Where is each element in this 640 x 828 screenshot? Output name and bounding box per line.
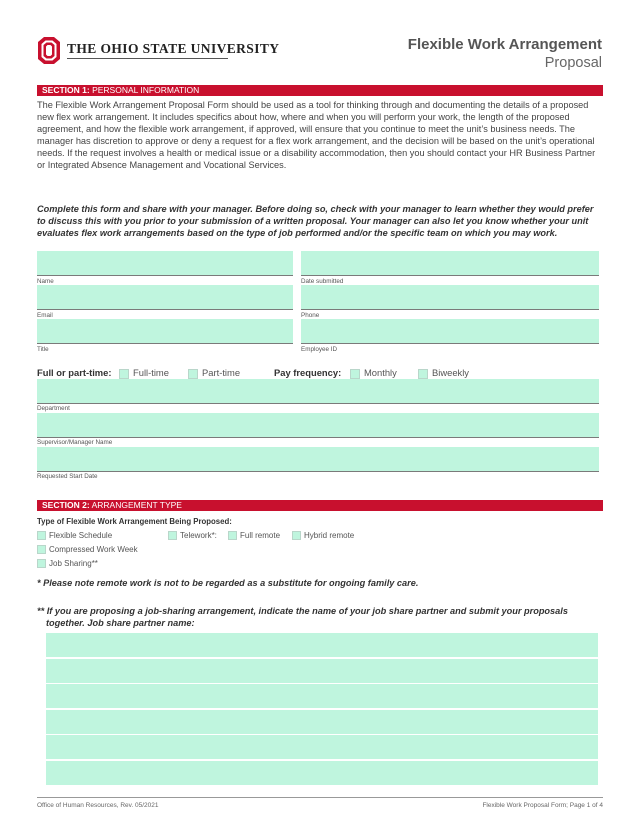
name-underline — [37, 275, 293, 276]
compressed-week-label: Compressed Work Week — [49, 545, 138, 554]
job-share-partner-input[interactable] — [46, 684, 598, 708]
supervisor-label: Supervisor/Manager Name — [37, 439, 113, 446]
date-submitted-label: Date submitted — [301, 278, 344, 285]
footer-page-number: Flexible Work Proposal Form; Page 1 of 4 — [482, 802, 603, 809]
biweekly-checkbox[interactable] — [418, 369, 428, 379]
start-date-label: Requested Start Date — [37, 473, 98, 480]
title-input[interactable] — [37, 319, 293, 343]
full-remote-label: Full remote — [240, 531, 281, 540]
title-underline — [37, 343, 293, 344]
name-label: Name — [37, 278, 54, 285]
part-time-checkbox[interactable] — [188, 369, 198, 379]
flexible-schedule-label: Flexible Schedule — [49, 531, 113, 540]
intro-paragraph: The Flexible Work Arrangement Proposal Form should be used as a tool for thinking through and documenting the details of a proposed new flex work arrangement. It includes specifics about how, where and when you will perform your work, the length of the proposed agreement, and how the flexible work arrangement, if approved, will ensure that you continue to meet the unit’s business needs. The manager has discretion to approve or deny a request for a flex work arrangement, and the decision will be based on the unit’s operational needs. If the request involves a health or medical issue or a disability accommodation, then you should contact your HR Business Partner or Integrated Absence Management and Vocational Services. — [37, 100, 596, 171]
date-submitted-underline — [301, 275, 599, 276]
supervisor-input[interactable] — [37, 413, 599, 437]
remote-work-note: * Please note remote work is not to be regarded as a substitute for ongoing family care. — [37, 578, 419, 588]
full-time-checkbox[interactable] — [119, 369, 129, 379]
department-input[interactable] — [37, 379, 599, 403]
ohio-state-logo-icon — [38, 37, 60, 64]
telework-label: Telework*: — [180, 531, 217, 540]
job-sharing-checkbox[interactable] — [37, 559, 46, 568]
section-2-title: ARRANGEMENT TYPE — [91, 500, 182, 510]
document-title: Flexible Work Arrangement — [407, 36, 602, 53]
section-1-number: SECTION 1: — [42, 85, 90, 95]
section-2-header — [37, 500, 603, 511]
job-share-partner-input[interactable] — [46, 633, 598, 657]
pay-frequency-label: Pay frequency: — [274, 367, 342, 378]
email-input[interactable] — [37, 285, 293, 309]
start-date-input[interactable] — [37, 447, 599, 471]
full-remote-checkbox[interactable] — [228, 531, 237, 540]
job-share-partner-input[interactable] — [46, 761, 598, 785]
document-subtitle: Proposal — [544, 55, 602, 71]
employee-id-label: Employee ID — [301, 346, 338, 353]
supervisor-underline — [37, 437, 599, 438]
name-input[interactable] — [37, 251, 293, 275]
section-1-title: PERSONAL INFORMATION — [92, 85, 200, 95]
department-underline — [37, 403, 599, 404]
biweekly-option-label: Biweekly — [432, 367, 469, 378]
monthly-checkbox[interactable] — [350, 369, 360, 379]
date-submitted-input[interactable] — [301, 251, 599, 275]
phone-underline — [301, 309, 599, 310]
telework-checkbox[interactable] — [168, 531, 177, 540]
job-share-partner-input[interactable] — [46, 710, 598, 734]
instruction-paragraph: Complete this form and share with your manager. Before doing so, check with your manager to learn whether they would prefer to discuss this with you prior to your submission of a written proposal. Your manager can also let you know whether your unit evaluates flex work arrangements based on the type of job performed and/or the specific team on which you may work. — [37, 204, 594, 239]
job-share-partner-input[interactable] — [46, 659, 598, 683]
hybrid-remote-checkbox[interactable] — [292, 531, 301, 540]
email-label: Email — [37, 312, 53, 319]
job-sharing-label: Job Sharing** — [49, 559, 98, 568]
footer-divider — [37, 797, 603, 798]
monthly-option-label: Monthly — [364, 367, 397, 378]
section-1-header — [37, 85, 603, 96]
job-share-partner-input[interactable] — [46, 735, 598, 759]
compressed-week-checkbox[interactable] — [37, 545, 46, 554]
part-time-option-label: Part-time — [202, 367, 241, 378]
employee-id-underline — [301, 343, 599, 344]
employee-id-input[interactable] — [301, 319, 599, 343]
job-share-note: ** If you are proposing a job-sharing arrangement, indicate the name of your job share partner and submit your proposals together. Job share partner name: — [37, 606, 568, 629]
flexible-schedule-checkbox[interactable] — [37, 531, 46, 540]
start-date-underline — [37, 471, 599, 472]
email-underline — [37, 309, 293, 310]
phone-label: Phone — [301, 312, 320, 319]
university-name: THE OHIO STATE UNIVERSITY — [67, 41, 280, 56]
department-label: Department — [37, 405, 70, 412]
section-2-number: SECTION 2: — [42, 500, 90, 510]
logo-underline — [67, 58, 228, 59]
title-label: Title — [37, 346, 49, 353]
full-time-option-label: Full-time — [133, 367, 169, 378]
employment-type-label: Full or part-time: — [37, 367, 112, 378]
arrangement-type-heading: Type of Flexible Work Arrangement Being Proposed: — [37, 517, 232, 526]
hybrid-remote-label: Hybrid remote — [304, 531, 355, 540]
footer-revision: Office of Human Resources, Rev. 05/2021 — [37, 802, 159, 809]
phone-input[interactable] — [301, 285, 599, 309]
